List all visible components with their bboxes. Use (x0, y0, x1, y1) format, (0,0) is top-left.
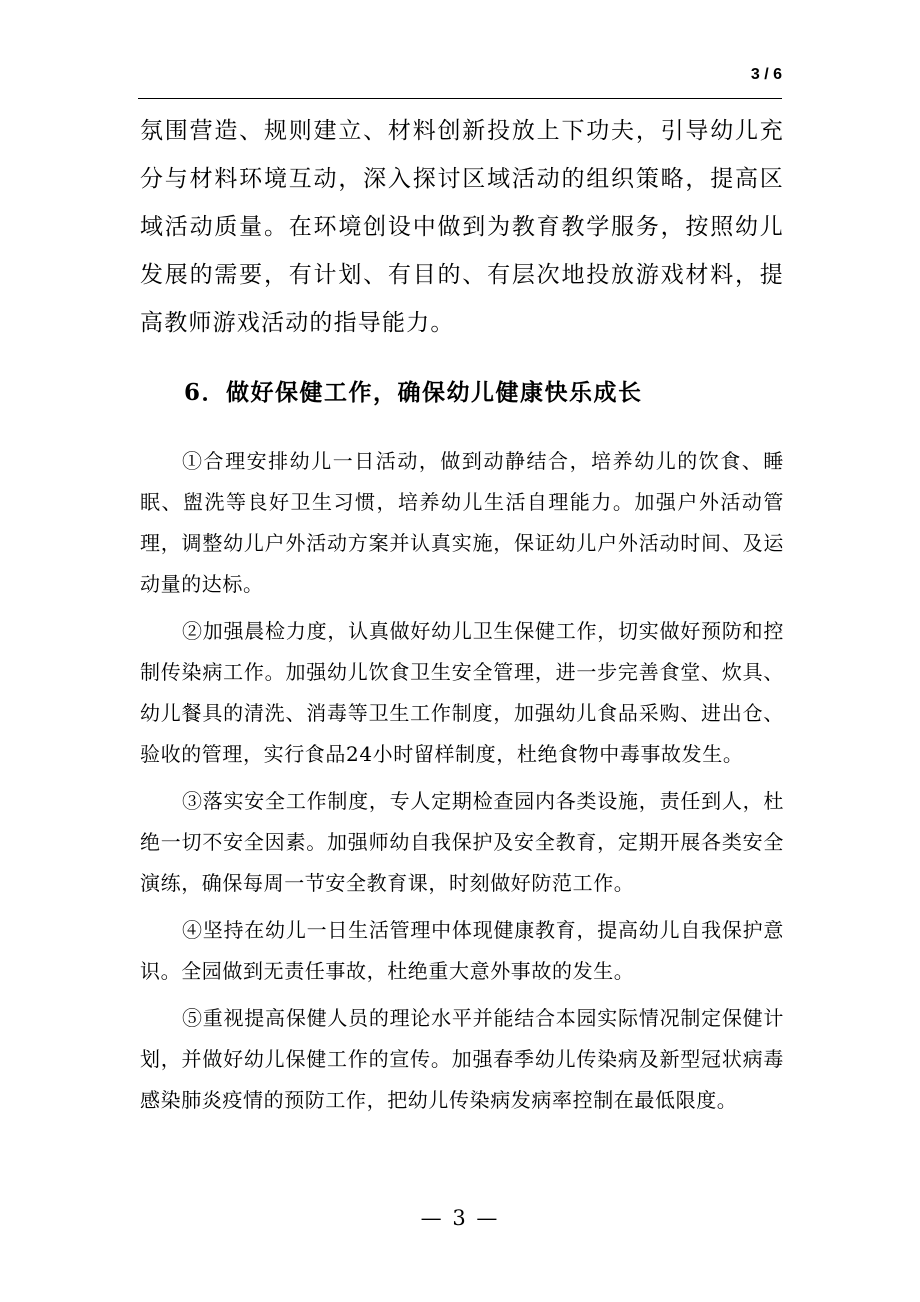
document-body (140, 107, 784, 1127)
intro-paragraph: 氛围营造、规则建立、材料创新投放上下功夫，引导幼儿充分与材料环境互动，深入探讨区域活动的组织策略，提高区域活动质量。在环境创设中做到为教育教学服务，按照幼儿发展的需要，有计划、有目的、有层次地投放游戏材料，提高教师游戏活动的指导能力。 (140, 118, 784, 336)
section-heading: 6．做好保健工作，确保幼儿健康快乐成长 (184, 379, 643, 406)
list-item: ①合理安排幼儿一日活动，做到动静结合，培养幼儿的饮食、睡眠、盥洗等良好卫生习惯，培养幼儿生活自理能力。加强户外活动管理，调整幼儿户外活动方案并认真实施，保证幼儿户外活动时间、及运动量的达标。 (140, 449, 784, 596)
list-item: ②加强晨检力度，认真做好幼儿卫生保健工作，切实做好预防和控制传染病工作。加强幼儿饮食卫生安全管理，进一步完善食堂、炊具、幼儿餐具的清洗、消毒等卫生工作制度，加强幼儿食品采购、进出仓、验收的管理，实行食品24小时留样制度，杜绝食物中毒事故发生。 (140, 619, 784, 766)
list-item: ③落实安全工作制度，专人定期检查园内各类设施，责任到人，杜绝一切不安全因素。加强师幼自我保护及安全教育，定期开展各类安全演练，确保每周一节安全教育课，时刻做好防范工作。 (140, 789, 784, 895)
list-item: ④坚持在幼儿一日生活管理中体现健康教育，提高幼儿自我保护意识。全园做到无责任事故，杜绝重大意外事故的发生。 (140, 918, 784, 983)
page-number-footer: — 3 — (420, 1206, 500, 1230)
page-indicator: 3 / 6 (750, 66, 782, 83)
header-divider (138, 98, 782, 99)
list-item: ⑤重视提高保健人员的理论水平并能结合本园实际情况制定保健计划，并做好幼儿保健工作的宣传。加强春季幼儿传染病及新型冠状病毒感染肺炎疫情的预防工作，把幼儿传染病发病率控制在最低限度。 (140, 1006, 784, 1112)
